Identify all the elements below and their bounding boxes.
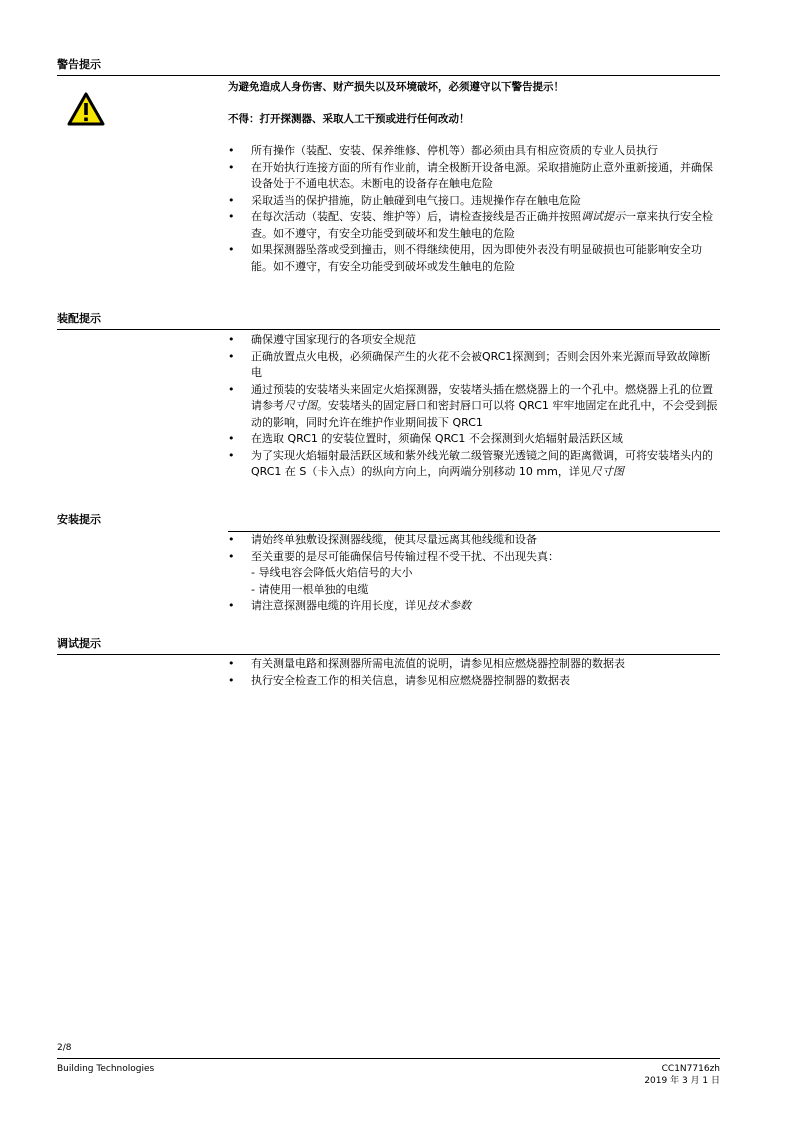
section-rule — [57, 654, 720, 655]
sub-item: - 请使用一根单独的电缆 — [251, 582, 369, 596]
footer-date: 2019 年 3 月 1 日 — [644, 1076, 720, 1086]
list-item: • 正确放置点火电极，必须确保产生的火花不会被QRC1探测到；否则会因外来光源而导致故障断电 — [228, 349, 711, 379]
link-commissioning-ref: 调试提示 — [581, 210, 625, 223]
warning-prohibition: 不得：打开探测器、采取人工干预或进行任何改动！ — [228, 113, 470, 125]
list-item: • 通过预装的安装堵头来固定火焰探测器，安装堵头插在燃烧器上的一个孔中。燃烧器上孔的位置请参考尺寸图。安装堵头的固定唇口和密封唇口可以将 QRC1 牢牢地固定在此孔中，不会受到振动的影响，同时允许在维护作业期间拔下 QRC1 — [228, 382, 718, 429]
list-item: • 采取适当的保护措施，防止触碰到电气接口。违规操作存在触电危险 — [228, 193, 581, 207]
footer-company: Building Technologies — [57, 1064, 155, 1074]
link-technical-data-ref: 技术参数 — [427, 599, 471, 612]
list-item: • 在选取 QRC1 的安装位置时，须确保 QRC1 不会探测到火焰辐射最活跃区域 — [228, 432, 623, 445]
list-item: • 至关重要的是尽可能确保信号传输过程不受干扰、不出现失真： - 导线电容会降低火焰信号的大小 - 请使用一根单独的电缆 — [228, 549, 720, 599]
list-item: • 有关测量电路和探测器所需电流值的说明，请参见相应燃烧器控制器的数据表 — [228, 657, 625, 670]
section-title-warning: 警告提示 — [57, 58, 101, 71]
list-item: • 执行安全检查工作的相关信息，请参见相应燃烧器控制器的数据表 — [228, 673, 570, 687]
assembly-list — [228, 332, 720, 481]
list-item: • 确保遵守国家现行的各项安全规范 — [228, 333, 416, 346]
footer-rule — [57, 1058, 720, 1059]
installation-list — [228, 532, 720, 615]
section-title-commissioning: 调试提示 — [57, 637, 101, 650]
section-rule — [57, 329, 720, 330]
link-dimension-ref: 尺寸图 — [590, 465, 624, 478]
list-item: • 所有操作（装配、安装、保养维修、停机等）都必须由具有相应资质的专业人员执行 — [228, 144, 658, 157]
section-title-installation: 安装提示 — [57, 513, 101, 526]
commissioning-list — [228, 656, 720, 689]
footer-doc-id: CC1N7716zh — [661, 1064, 720, 1074]
list-item: • 请始终单独敷设探测器线缆，使其尽量远离其他线缆和设备 — [228, 533, 537, 546]
warning-triangle-icon — [67, 92, 105, 126]
list-item: • 在开始执行连接方面的所有作业前，请全极断开设备电源。采取措施防止意外重新接通，并确保设备处于不通电状态。未断电的设备存在触电危险 — [228, 160, 713, 190]
list-item: • 请注意探测器电缆的许用长度，详见技术参数 — [228, 599, 471, 612]
sub-item: - 导线电容会降低火焰信号的大小 — [251, 566, 413, 579]
page-number: 2/8 — [57, 1043, 72, 1053]
link-dimension-ref: 尺寸图 — [284, 399, 317, 412]
list-item: • 如果探测器坠落或受到撞击，则不得继续使用，因为即使外表没有明显破损也可能影响安全功能。如不遵守，有安全功能受到破坏或发生触电的危险 — [228, 243, 702, 273]
warning-list — [228, 143, 720, 275]
list-item: • 为了实现火焰辐射最活跃区域和紫外线光敏二级管聚光透镜之间的距离微调，可将安装堵头内的 QRC1 在 S（卡入点）的纵向方向上，向两端分别移动 10 mm，详见尺寸图 — [228, 448, 713, 478]
section-title-assembly: 装配提示 — [57, 312, 101, 325]
list-item: • 在每次活动（装配、安装、维护等）后，请检查接线是否正确并按照调试提示一章来执行安全检查。如不遵守，有安全功能受到破坏和发生触电的危险 — [228, 210, 713, 240]
warning-headline: 为避免造成人身伤害、财产损失以及环境破坏，必须遵守以下警告提示！ — [228, 81, 564, 93]
section-rule — [57, 75, 720, 76]
